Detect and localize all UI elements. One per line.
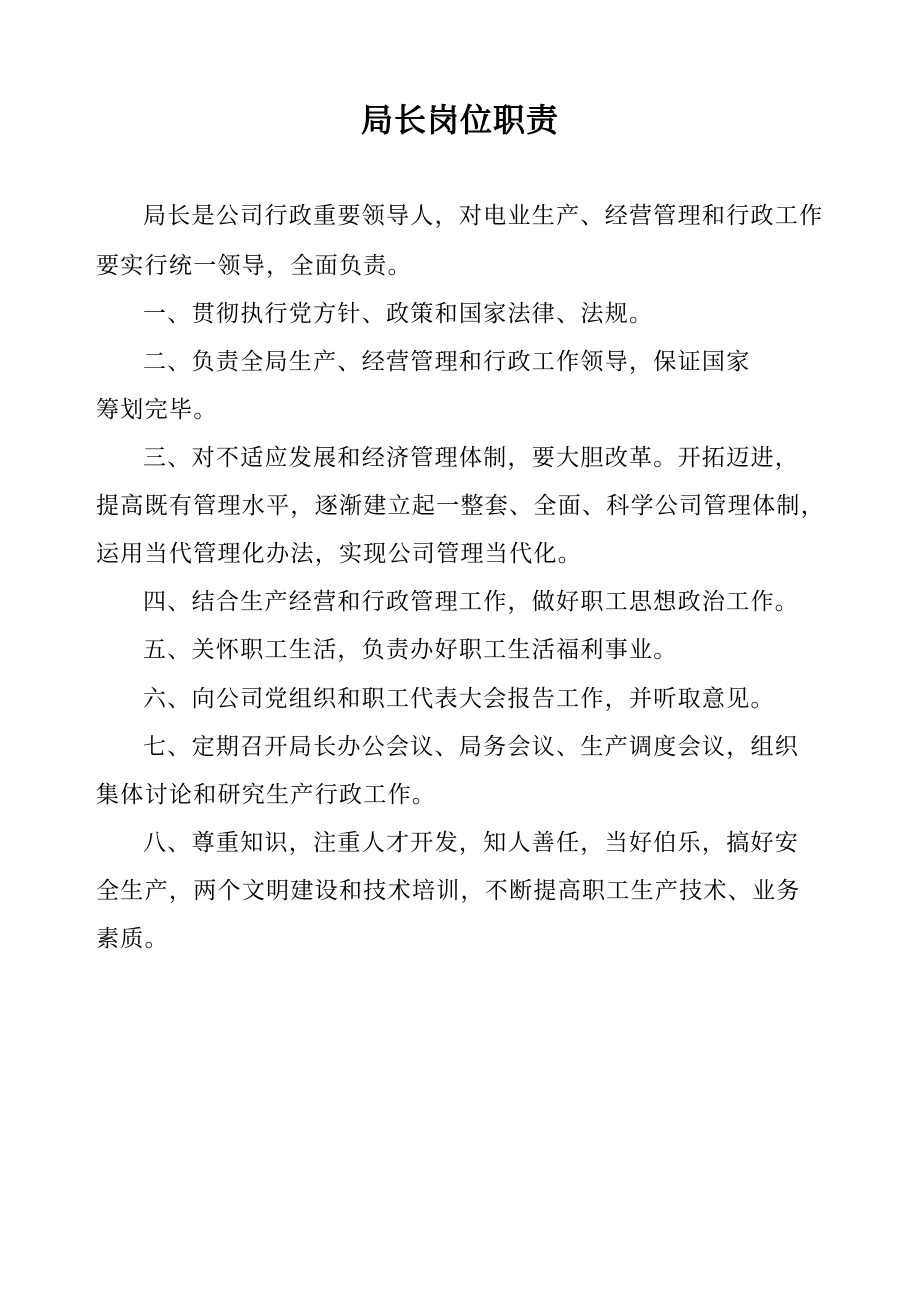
paragraph-line: 局长是公司行政重要领导人，对电业生产、经营管理和行政工作 xyxy=(143,203,824,229)
paragraph-line: 四、结合生产经营和行政管理工作，做好职工思想政治工作。 xyxy=(143,589,800,615)
paragraph-line: 五、关怀职工生活，负责办好职工生活福利事业。 xyxy=(143,637,678,663)
document-title: 局长岗位职责 xyxy=(360,101,559,139)
paragraph-line: 全生产，两个文明建设和技术培训，不断提高职工生产技术、业务 xyxy=(96,878,801,904)
paragraph-line: 运用当代管理化办法，实现公司管理当代化。 xyxy=(96,541,582,567)
paragraph-line: 二、负责全局生产、经营管理和行政工作领导，保证国家 xyxy=(143,349,751,375)
paragraph-line: 八、尊重知识，注重人才开发，知人善任，当好伯乐，搞好安 xyxy=(143,830,800,856)
paragraph-line: 素质。 xyxy=(96,926,169,952)
paragraph-line: 一、贯彻执行党方针、政策和国家法律、法规。 xyxy=(143,301,654,327)
paragraph-line: 七、定期召开局长办公会议、局务会议、生产调度会议，组织 xyxy=(143,734,800,760)
paragraph-line: 三、对不适应发展和经济管理体制，要大胆改革。开拓迈进， xyxy=(143,445,800,471)
paragraph-line: 要实行统一领导，全面负责。 xyxy=(96,253,412,279)
paragraph-line: 集体讨论和研究生产行政工作。 xyxy=(96,782,437,808)
paragraph-line: 六、向公司党组织和职工代表大会报告工作，并听取意见。 xyxy=(143,686,775,712)
paragraph-line: 提高既有管理水平，逐渐建立起一整套、全面、科学公司管理体制， xyxy=(96,493,825,519)
paragraph-line: 筹划完毕。 xyxy=(96,397,218,423)
